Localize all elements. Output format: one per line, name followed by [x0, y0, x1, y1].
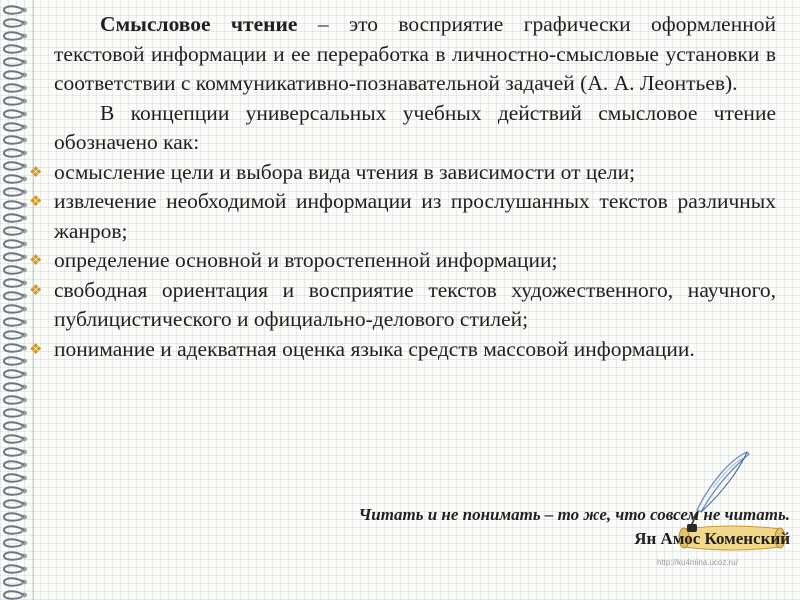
bullet-list — [54, 158, 776, 365]
quote-block — [359, 503, 790, 551]
quote-text: Читать и не понимать – то же, что совсем не читать. — [358, 505, 790, 524]
definition-text: – это восприятие графически оформленной текстовой информации и ее переработка в личностно-смысловые установки в соответствии с коммуникативно-познавательной задачей (А. А. Леонтьев). — [54, 12, 776, 95]
term-smyslovoe-chtenie: Смысловое чтение — [100, 12, 298, 36]
concept-paragraph: В концепции универсальных учебных действий смысловое чтение обозначено как: — [54, 100, 776, 154]
main-text — [54, 10, 776, 364]
source-url: http://ku4mina.ucoz.ru/ — [657, 558, 738, 567]
bullet-item: ❖ осмысление цели и выбора вида чтения в зависимости от цели; — [54, 158, 776, 188]
bullet-item: ❖ понимание и адекватная оценка языка средств массовой информации. — [54, 335, 776, 365]
bullet-item: ❖ определение основной и второстепенной информации; — [54, 246, 776, 276]
definition-paragraph — [54, 10, 776, 99]
quote-author: Ян Амос Коменский — [634, 529, 790, 548]
bullet-item: ❖ свободная ориентация и восприятие текстов художественного, научного, публицистического и официально-делового стилей; — [54, 276, 776, 335]
bullet-item: ❖ извлечение необходимой информации из прослушанных текстов различных жанров; — [54, 187, 776, 246]
